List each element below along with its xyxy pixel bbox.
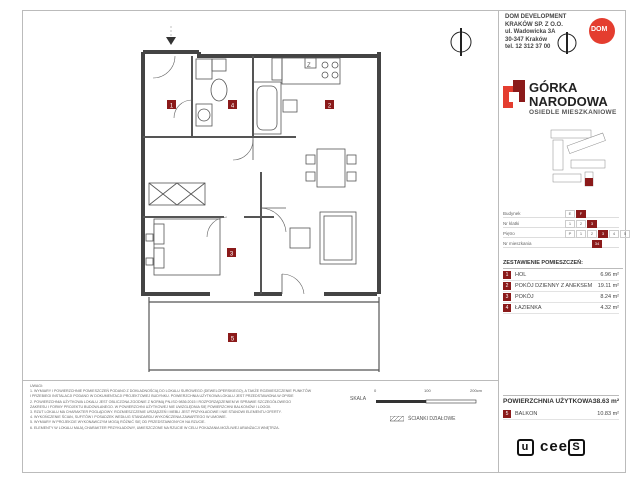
- scale-legend: ŚCIANKI DZIAŁOWE: [408, 416, 456, 422]
- note-line: 5. WYMIARY W PROJEKCIE WYKONAWCZYM MOGĄ RÓŻNIĆ SIĘ OD PRZEDSTAWIONYCH NA RZUCIE.: [30, 420, 206, 425]
- note-line: 4. WYKOŃCZENIE ŚCIAN, SUFITÓW I POSADZEK WEDŁUG STANDARDU WYKOŃCZENIA ZAWARTEGO W UMOWIE.: [30, 415, 227, 420]
- room-label-2: 2: [327, 103, 332, 110]
- compass-right-icon: [556, 32, 578, 54]
- balcony: [149, 297, 379, 372]
- brand-mark-icon: [503, 80, 525, 108]
- company-line: DOM DEVELOPMENT: [505, 14, 567, 20]
- scale-bar: SKALA 0 100 200cm ŚCIANKI DZIAŁOWE: [350, 388, 483, 422]
- vertical-divider: [498, 10, 499, 473]
- entry-arrow-icon: [166, 37, 176, 45]
- note-line: 2. POWIERZCHNIA UŻYTKOWA LOKALU JEST OBLICZONA ZGODNIE Z NORMĄ PN-ISO 9836:2015 I ROZPORZĄDZENIEM W SPRAWIE SZCZEGÓŁOWEGO: [30, 399, 292, 404]
- dining-table: [306, 149, 356, 187]
- site-key-plan: [545, 126, 617, 192]
- kitchen-fixtures: [272, 58, 340, 84]
- company-line: ul. Wadowicka 3A: [505, 29, 556, 35]
- company-line: 30-347 Kraków: [505, 36, 548, 43]
- usable-area-value: 38.63 m²: [592, 398, 619, 405]
- company-line: KRAKÓW SP. Z O.O.: [505, 21, 563, 28]
- room-row: 4 ŁAZIENKA 4.32 m²: [503, 303, 619, 314]
- rooms-header: ZESTAWIENIE POMIESZCZEŃ:: [503, 260, 623, 269]
- horizontal-divider: [22, 380, 498, 381]
- room-row: 1 HOL 6.96 m²: [503, 270, 619, 281]
- brand-line1: GÓRKA: [529, 80, 578, 95]
- usable-area: [503, 395, 619, 405]
- brand-line2: NARODOWA: [529, 94, 608, 109]
- compass-icon: [451, 28, 471, 56]
- room-label-3: 3: [229, 251, 234, 258]
- apartment-row: Nr mieszkania 34: [503, 240, 619, 248]
- room-row: 3 POKÓJ 8.24 m²: [503, 292, 619, 303]
- note-line: ZAKRESU I FORMY PROJEKTU BUDOWLANEGO. W POWIERZCHNI UŻYTKOWEJ NIE UWZGLĘDNIA SIĘ POWIERZCHNI BALKONÓW I LOGGII.: [30, 404, 272, 409]
- company-line: tel. 12 312 37 00: [505, 44, 551, 50]
- note-line: 1. WYMIARY I POWIERZCHNIE POMIESZCZEŃ PODANO Z DOKŁADNOŚCIĄ DO LOKALU SUROWEGO (DEWELOPERSKIEGO), A TAKŻE ROZMIESZCZENIE PUNKTÓW: [30, 389, 312, 394]
- room-label-4: 4: [230, 103, 235, 110]
- notes: [30, 384, 330, 431]
- floor-row: Piętro P 1 2 3 4 5: [503, 230, 619, 238]
- notes-title: UWAGI:: [30, 384, 44, 388]
- room-label-1: 1: [169, 103, 174, 110]
- staircase-row: Nr klatki 1 2 3: [503, 220, 619, 228]
- room-label-5: 5: [230, 336, 235, 343]
- kitchen-fridge-icon: Z: [307, 63, 311, 69]
- scale-label: SKALA: [350, 396, 367, 402]
- room-row: 2 POKÓJ DZIENNY Z ANEKSEM 19.11 m²: [503, 281, 619, 292]
- uces-logo: u cee S: [517, 438, 586, 456]
- floor-plan: [24, 12, 496, 378]
- living-furniture: [290, 212, 356, 264]
- note-line: 3. RZUT LOKALU MA CHARAKTER POGLĄDOWY. ROZMIESZCZENIE URZĄDZEŃ I MEBLI JEST PRZYKŁADOWE I NIE STANOWI ELEMENTU OFERTY.: [30, 410, 282, 415]
- door-leaves: [253, 137, 286, 294]
- note-line: 6. ELEMENTY W LOKALU MAJĄ CHARAKTER PRZYKŁADOWY, UMIESZCZONE NA RZUCIE W CELU POKAZANIA MOŻLIWEJ ARANŻACJI WNĘTRZA.: [30, 425, 280, 430]
- note-line: I PRZEBIEGI INSTALACJI PODANO W DOKUMENTACJI PROJEKTOWEJ BUDYNKU. POWIERZCHNIA UŻYTKOWA LOKALU JEST PRZEDSTAWIONA W OPISIE: [30, 394, 294, 399]
- building-row: Budynek E F: [503, 210, 619, 218]
- balcony-row: 5 BALKON 10.83 m²: [503, 409, 619, 420]
- dom-logo: DOM: [589, 18, 619, 44]
- brand-line3: OSIEDLE MIESZKANIOWE: [529, 109, 617, 116]
- usable-area-label: POWIERZCHNIA UŻYTKOWA:: [503, 398, 595, 405]
